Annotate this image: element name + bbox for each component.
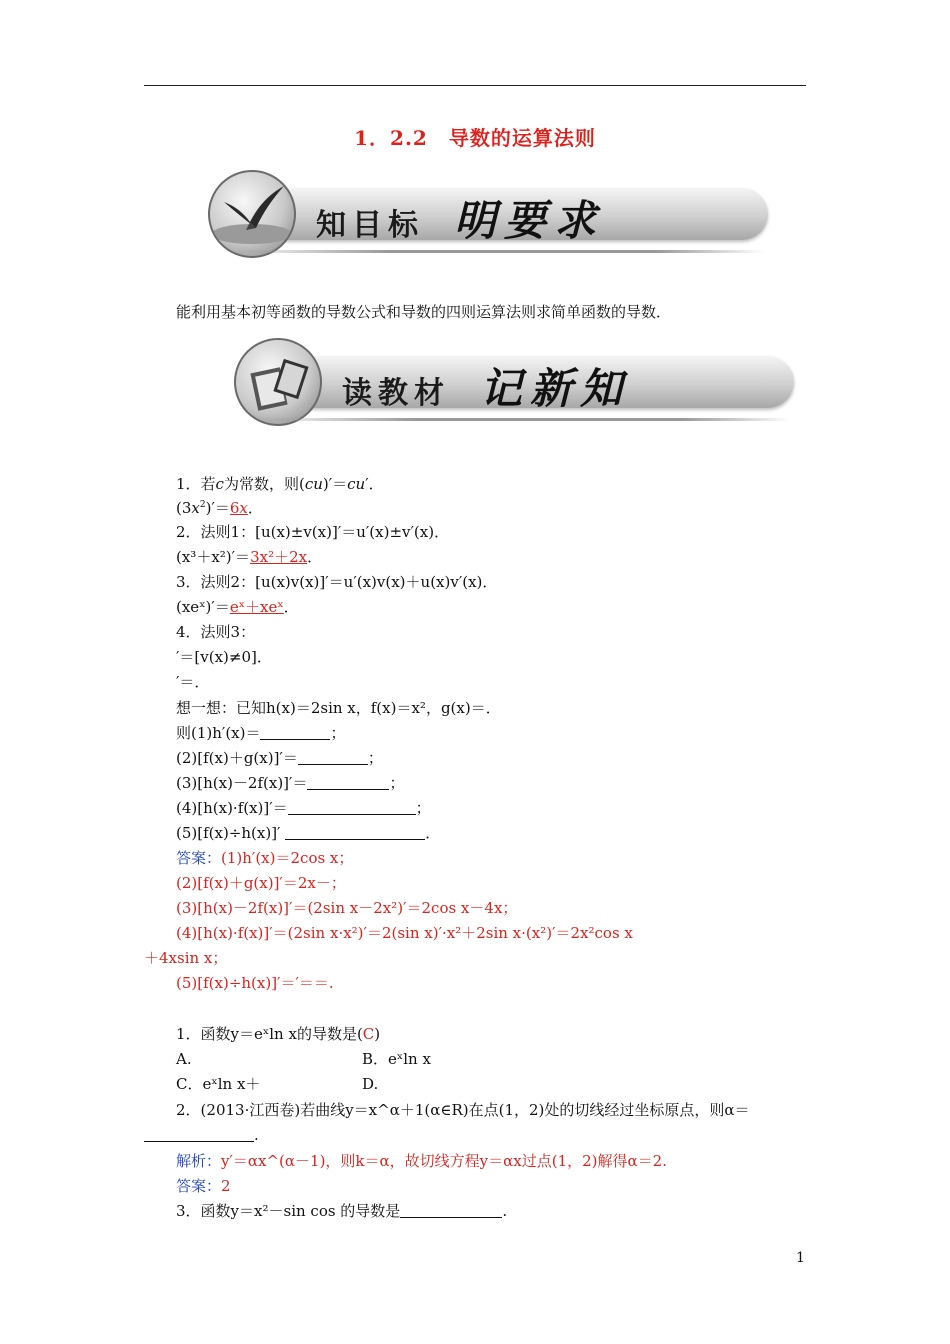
example-1: $(3x^2)'=6x$． bbox=[176, 499, 263, 517]
page-title: 1．2.2 导数的运算法则 bbox=[354, 126, 596, 150]
think-intro: 想一想：已知h(x)＝2sin x，f(x)＝x²，g(x)＝． bbox=[176, 699, 501, 717]
banner-title-part1: 知目标 bbox=[316, 208, 424, 243]
banner-underline bbox=[228, 250, 764, 253]
think-question-2: (2)[f(x)＋g(x)]′＝ ； bbox=[176, 749, 383, 767]
goals-banner bbox=[208, 166, 768, 262]
rule-item-3: 3．法则2：[u(x)v(x)]′＝u′(x)v(x)＋u(x)v′(x)． bbox=[176, 573, 498, 591]
exercise-1-option-a: A. bbox=[176, 1050, 192, 1068]
answer-1: 答案：(1)h′(x)＝2cos x； bbox=[176, 849, 354, 867]
textbook-banner bbox=[234, 334, 794, 430]
rule-item-4-formula: ′＝[v(x)≠0]． bbox=[176, 648, 272, 666]
banner-title-part1: 读教材 bbox=[342, 376, 450, 411]
think-question-4: (4)[h(x)·f(x)]′＝ ； bbox=[176, 799, 431, 817]
answer-3: (3)[h(x)－2f(x)]′＝(2sin x－2x²)′＝2cos x－4x； bbox=[176, 899, 518, 917]
exercise-2-blank: . bbox=[144, 1125, 259, 1145]
rule-item-2: 2．法则1：[u(x)±v(x)]′＝u′(x)±v′(x)． bbox=[176, 523, 450, 541]
header-rule bbox=[144, 85, 806, 86]
banner-title-part2: 记新知 bbox=[480, 364, 631, 413]
exercise-1: 1．函数y＝eˣln x的导数是(C) bbox=[176, 1025, 381, 1043]
exercise-2-answer: 答案：2 bbox=[176, 1177, 231, 1195]
example-3-answer: eˣ＋xeˣ bbox=[229, 598, 284, 616]
think-question-3: (3)[h(x)－2f(x)]′＝ ； bbox=[176, 774, 405, 792]
page-number: 1 bbox=[796, 1250, 805, 1266]
exercise-2-solution: 解析：y′＝αx^(α－1)，则k＝α，故切线方程y＝αx过点(1，2)解得α＝2. bbox=[176, 1152, 667, 1170]
example-1-answer: 6x bbox=[229, 499, 248, 517]
answer-2: (2)[f(x)＋g(x)]′＝2x－； bbox=[176, 874, 346, 892]
goal-text: 能利用基本初等函数的导数公式和导数的四则运算法则求简单函数的导数． bbox=[176, 303, 672, 321]
think-question-1: 则(1)h′(x)＝ ； bbox=[176, 724, 346, 742]
example-2-answer: 3x²＋2x bbox=[250, 548, 308, 566]
answer-4: (4)[h(x)·f(x)]′＝(2sin x·x²)′＝2(sin x)′·x²＋2sin x·(x²)′＝2x²cos x bbox=[176, 924, 633, 942]
rule-item-4-formula-2: ′＝． bbox=[176, 673, 210, 691]
exercise-1-option-b: B．eˣln x bbox=[362, 1050, 431, 1068]
answer-4-cont: ＋4xsin x； bbox=[144, 949, 228, 967]
exercise-1-answer: C bbox=[362, 1025, 375, 1043]
banner-title-part2: 明要求 bbox=[454, 196, 605, 245]
exercise-1-option-c: C．eˣln x＋ bbox=[176, 1075, 261, 1093]
answer-5: (5)[f(x)÷h(x)]′＝′＝＝. bbox=[176, 974, 334, 992]
exercise-1-option-d: D. bbox=[362, 1075, 379, 1093]
bird-icon bbox=[208, 170, 296, 258]
think-question-5: (5)[f(x)÷h(x)]′ ． bbox=[176, 824, 441, 842]
banner-underline bbox=[254, 418, 790, 421]
exercise-3: 3．函数y＝x²－sin cos 的导数是 . bbox=[176, 1202, 508, 1220]
books-icon bbox=[234, 338, 322, 426]
exercise-2: 2．(2013·江西卷)若曲线y＝x^α＋1(α∈R)在点(1，2)处的切线经过坐标原点，则α＝ bbox=[176, 1101, 750, 1119]
rule-item-1: 1．若c为常数，则(cu)′＝cu′． bbox=[176, 475, 384, 493]
rule-item-4: 4．法则3： bbox=[176, 623, 256, 641]
example-3: (xeˣ)′＝eˣ＋xeˣ． bbox=[176, 598, 299, 616]
example-2: (x³＋x²)′＝3x²＋2x． bbox=[176, 548, 323, 566]
